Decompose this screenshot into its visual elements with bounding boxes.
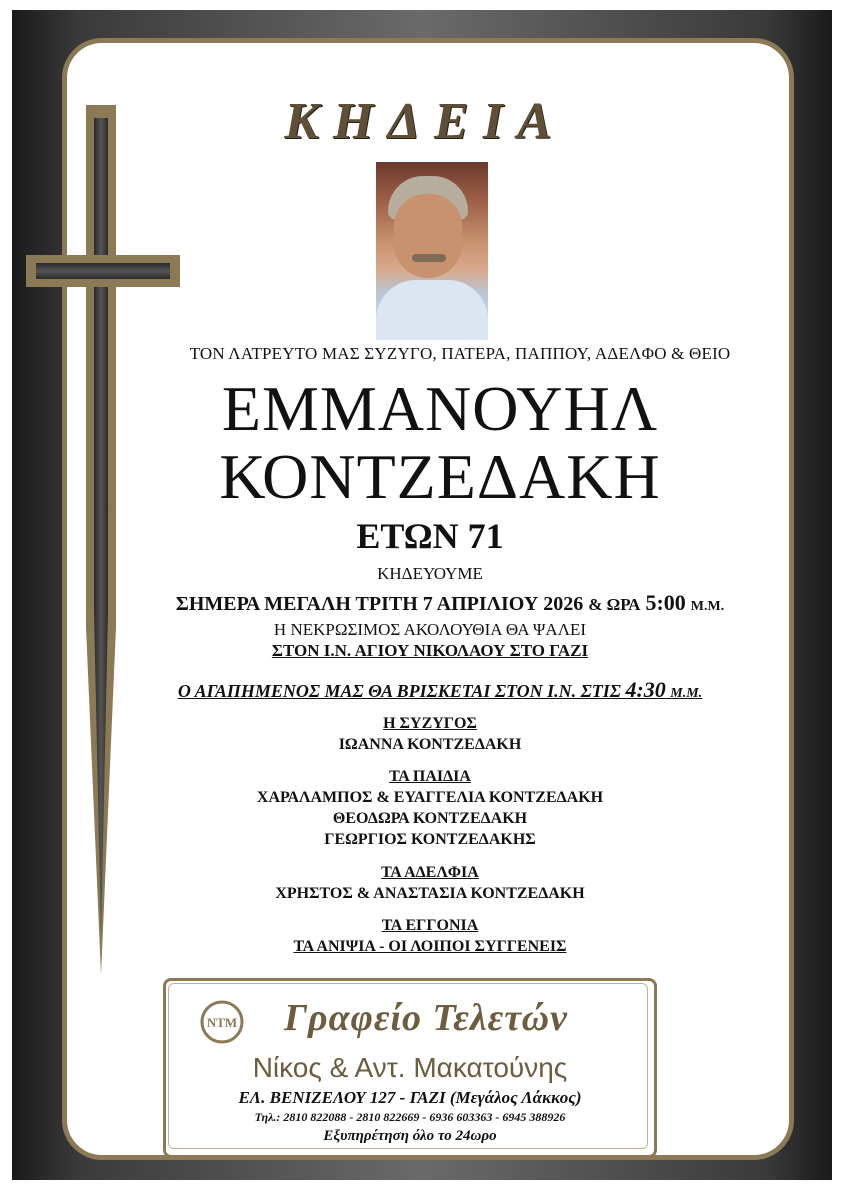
family-heading: ΤΑ ΕΓΓΟΝΙΑ <box>381 917 479 934</box>
family-grandchildren <box>120 915 740 957</box>
funeral-date: ΣΗΜΕΡΑ ΜΕΓΑΛΗ ΤΡΙΤΗ 7 ΑΠΡΙΛΙΟΥ 2026 <box>175 593 584 615</box>
office-logo-icon <box>200 1000 244 1044</box>
family-heading: Η ΣΥΖΥΓΟΣ <box>383 715 477 732</box>
lying-suffix: Μ.Μ. <box>670 686 703 701</box>
office-phones: Τηλ.: 2810 822088 - 2810 822669 - 6936 603363 - 6945 388926 <box>254 1110 566 1124</box>
family-siblings <box>120 862 740 904</box>
family-name: ΘΕΟΔΩΡΑ ΚΟΝΤΖΕΔΑΚΗ <box>332 810 528 827</box>
relation-line: ΤΟΝ ΛΑΤΡΕΥΤΟ ΜΑΣ ΣΥΖΥΓΟ, ΠΑΤΕΡΑ, ΠΑΠΠΟΥ, ΑΔΕΛΦΟ & ΘΕΙΟ <box>189 344 731 363</box>
funeral-intro: ΚΗΔΕΥΟΥΜΕ <box>377 564 483 583</box>
deceased-photo <box>376 162 488 340</box>
lying-in-state-line <box>90 677 790 703</box>
age: ΕΤΩΝ 71 <box>356 516 504 556</box>
family-heading: ΤΑ ΑΔΕΛΦΙΑ <box>381 864 479 881</box>
family-name: ΧΡΗΣΤΟΣ & ΑΝΑΣΤΑΣΙΑ ΚΟΝΤΖΕΔΑΚΗ <box>275 885 585 902</box>
office-service-hours: Εξυπηρέτηση όλο το 24ωρο <box>323 1128 497 1144</box>
notice-title: ΚΗΔΕΙΑ <box>284 93 566 150</box>
lying-text: Ο ΑΓΑΠΗΜΕΝΟΣ ΜΑΣ ΘΑ ΒΡΙΣΚΕΤΑΙ ΣΤΟΝ Ι.Ν. ΣΤΙΣ <box>177 681 621 701</box>
last-name: ΚΟΝΤΖΕΔΑΚΗ <box>219 441 661 512</box>
lying-time: 4:30 <box>625 677 666 702</box>
funeral-date-line <box>100 590 800 616</box>
first-name: ΕΜΜΑΝΟΥΗΛ <box>221 373 659 444</box>
family-name: ΙΩΑΝΝΑ ΚΟΝΤΖΕΔΑΚΗ <box>338 736 522 753</box>
office-names: Νίκος & Αντ. Μακατούνης <box>252 1052 568 1083</box>
office-logo-text: ΝΤΜ <box>206 1015 238 1030</box>
family-children <box>120 766 740 850</box>
family-spouse <box>120 713 740 755</box>
family-name: ΧΑΡΑΛΑΜΠΟΣ & ΕΥΑΓΓΕΛΙΑ ΚΟΝΤΖΕΔΑΚΗ <box>256 789 604 806</box>
service-line: Η ΝΕΚΡΩΣΙΜΟΣ ΑΚΟΛΟΥΘΙΑ ΘΑ ΨΑΛΕΙ <box>273 620 587 639</box>
cross-bar-icon-inner <box>36 263 170 279</box>
office-address: ΕΛ. ΒΕΝΙΖΕΛΟΥ 127 - ΓΑΖΙ (Μεγάλος Λάκκος) <box>238 1088 582 1107</box>
family-name: ΤΑ ΑΝΙΨΙΑ - ΟΙ ΛΟΙΠΟΙ ΣΥΓΓΕΝΕΙΣ <box>293 938 567 955</box>
church-line: ΣΤΟΝ Ι.Ν. ΑΓΙΟΥ ΝΙΚΟΛΑΟΥ ΣΤΟ ΓΑΖΙ <box>271 641 589 660</box>
time-prefix: & ΩΡΑ <box>588 595 641 614</box>
funeral-time: 5:00 <box>645 590 686 615</box>
family-heading: ΤΑ ΠΑΙΔΙΑ <box>389 768 471 785</box>
time-suffix: Μ.Μ. <box>690 599 725 614</box>
office-title: Γραφείο Τελετών <box>284 997 568 1039</box>
family-name: ΓΕΩΡΓΙΟΣ ΚΟΝΤΖΕΔΑΚΗΣ <box>324 831 536 848</box>
